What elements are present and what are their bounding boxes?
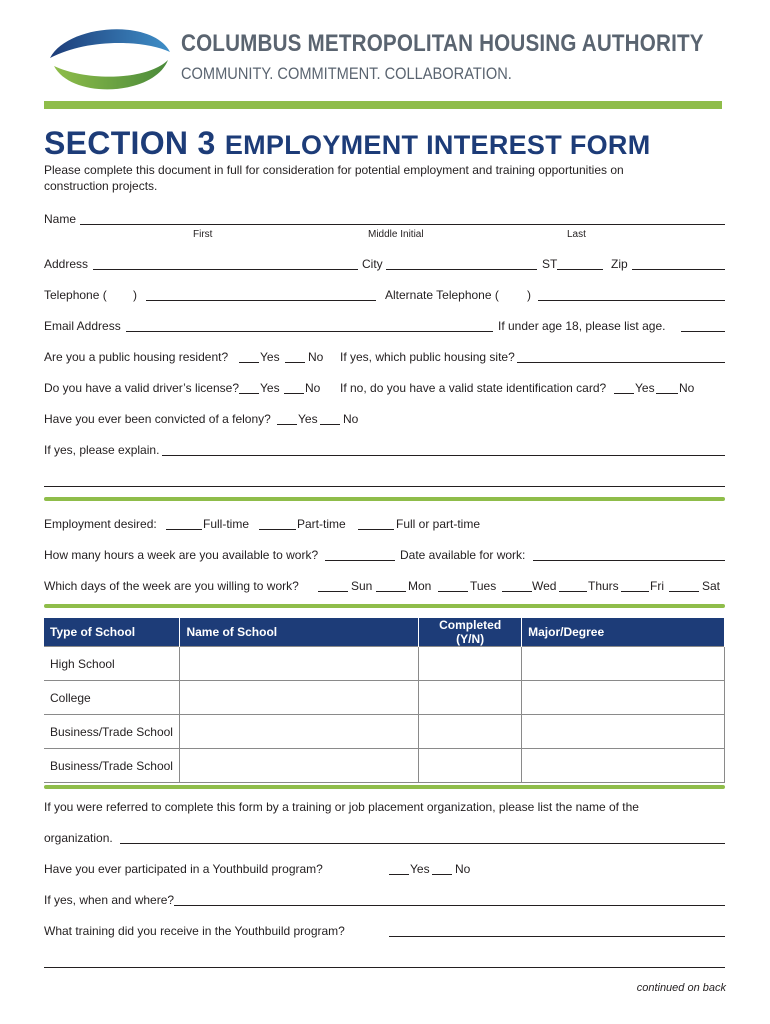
education-header-row xyxy=(44,618,725,647)
org-tagline: COMMUNITY. COMMITMENT. COLLABORATION. xyxy=(181,64,512,83)
full-time-blank[interactable] xyxy=(166,529,202,530)
explain-label: If yes, please explain. xyxy=(44,443,160,457)
telephone-field[interactable] xyxy=(146,300,376,301)
section-divider-2 xyxy=(44,604,725,608)
public-housing-site-field[interactable] xyxy=(517,362,725,363)
section-divider-3 xyxy=(44,785,725,789)
date-available-label: Date available for work: xyxy=(400,548,526,562)
completed-cell[interactable] xyxy=(419,681,522,715)
felony-no-blank[interactable] xyxy=(320,424,340,425)
name-label: Name xyxy=(44,212,77,226)
cmha-logo xyxy=(48,22,172,94)
felony-question: Have you ever been convicted of a felony? xyxy=(44,412,271,426)
days-question: Which days of the week are you willing to work? xyxy=(44,579,299,593)
date-available-field[interactable] xyxy=(533,560,725,561)
state-id-yes: Yes xyxy=(635,381,655,395)
city-label: City xyxy=(362,257,383,271)
title-form-name: EMPLOYMENT INTEREST FORM xyxy=(224,130,651,160)
explain-field-2[interactable] xyxy=(44,486,725,487)
training-field-2[interactable] xyxy=(44,967,725,968)
completed-cell[interactable] xyxy=(419,647,522,681)
referral-organization-field[interactable] xyxy=(120,843,725,844)
day-sat: Sat xyxy=(702,579,721,593)
public-housing-no-blank[interactable] xyxy=(285,362,305,363)
public-housing-site-label: If yes, which public housing site? xyxy=(340,350,515,364)
telephone-paren: ) xyxy=(133,288,137,302)
zip-label: Zip xyxy=(611,257,628,271)
education-table xyxy=(44,618,725,783)
public-housing-yes-blank[interactable] xyxy=(239,362,259,363)
middle-initial-caption: Middle Initial xyxy=(368,229,424,240)
state-id-question: If no, do you have a valid state identification card? xyxy=(340,381,607,395)
hours-field[interactable] xyxy=(325,560,395,561)
youthbuild-yes-blank[interactable] xyxy=(389,874,409,875)
drivers-license-question: Do you have a valid driver’s license? xyxy=(44,381,239,395)
day-sun: Sun xyxy=(351,579,373,593)
email-label: Email Address xyxy=(44,319,121,333)
table-row xyxy=(44,647,725,681)
alt-telephone-label: Alternate Telephone ( xyxy=(385,288,499,302)
continued-on-back-note: continued on back xyxy=(636,982,726,994)
when-where-field[interactable] xyxy=(174,905,725,906)
age-field[interactable] xyxy=(681,331,725,332)
felony-yes: Yes xyxy=(298,412,318,426)
part-time-option: Part-time xyxy=(297,517,346,531)
completed-cell[interactable] xyxy=(419,749,522,783)
major-cell[interactable] xyxy=(522,647,725,681)
license-no: No xyxy=(305,381,321,395)
state-id-no-blank[interactable] xyxy=(656,393,678,394)
city-field[interactable] xyxy=(386,269,537,270)
part-time-blank[interactable] xyxy=(259,529,296,530)
form-title xyxy=(44,125,651,162)
table-row xyxy=(44,749,725,783)
fri-blank[interactable] xyxy=(621,591,649,592)
public-housing-no: No xyxy=(308,350,324,364)
when-where-label: If yes, when and where? xyxy=(44,893,175,907)
state-field[interactable] xyxy=(557,269,603,270)
school-type-cell: Business/Trade School xyxy=(44,749,180,783)
zip-field[interactable] xyxy=(632,269,725,270)
day-thurs: Thurs xyxy=(588,579,619,593)
last-name-caption: Last xyxy=(567,229,586,240)
address-label: Address xyxy=(44,257,89,271)
section-divider-1 xyxy=(44,497,725,501)
address-field[interactable] xyxy=(93,269,358,270)
intro-text: Please complete this document in full for consideration for potential employment and training opportunities on construction projects. xyxy=(44,163,624,193)
first-name-caption: First xyxy=(193,229,213,240)
major-cell[interactable] xyxy=(522,681,725,715)
table-row xyxy=(44,715,725,749)
alt-telephone-paren: ) xyxy=(527,288,531,302)
referral-organization-label: organization. xyxy=(44,831,113,845)
email-field[interactable] xyxy=(126,331,493,332)
org-name: COLUMBUS METROPOLITAN HOUSING AUTHORITY xyxy=(181,30,704,57)
tues-blank[interactable] xyxy=(438,591,468,592)
header-completed: Completed (Y/N) xyxy=(419,618,522,647)
mon-blank[interactable] xyxy=(376,591,406,592)
cmha-eye-logo-icon xyxy=(48,22,172,94)
header-divider xyxy=(44,101,722,109)
youthbuild-yes: Yes xyxy=(410,862,430,876)
completed-cell[interactable] xyxy=(419,715,522,749)
license-yes-blank[interactable] xyxy=(239,393,259,394)
state-label: ST xyxy=(542,257,558,271)
public-housing-question: Are you a public housing resident? xyxy=(44,350,229,364)
school-type-cell: High School xyxy=(44,647,180,681)
state-id-yes-blank[interactable] xyxy=(614,393,634,394)
sun-blank[interactable] xyxy=(318,591,348,592)
school-type-cell: College xyxy=(44,681,180,715)
thurs-blank[interactable] xyxy=(559,591,587,592)
day-mon: Mon xyxy=(408,579,432,593)
full-or-part-blank[interactable] xyxy=(358,529,394,530)
license-no-blank[interactable] xyxy=(284,393,304,394)
public-housing-yes: Yes xyxy=(260,350,280,364)
header-major-degree: Major/Degree xyxy=(522,618,725,647)
day-tues: Tues xyxy=(470,579,497,593)
hours-question: How many hours a week are you available to work? xyxy=(44,548,319,562)
header-name-of-school: Name of School xyxy=(180,618,419,647)
day-wed: Wed xyxy=(532,579,557,593)
major-cell[interactable] xyxy=(522,749,725,783)
school-name-cell[interactable] xyxy=(180,715,419,749)
under-18-label: If under age 18, please list age. xyxy=(498,319,666,333)
header-type-of-school: Type of School xyxy=(44,618,180,647)
explain-field-1[interactable] xyxy=(162,455,725,456)
day-fri: Fri xyxy=(650,579,664,593)
license-yes: Yes xyxy=(260,381,280,395)
youthbuild-question: Have you ever participated in a Youthbuild program? xyxy=(44,862,323,876)
school-name-cell[interactable] xyxy=(180,681,419,715)
sat-blank[interactable] xyxy=(669,591,699,592)
state-id-no: No xyxy=(679,381,695,395)
table-row xyxy=(44,681,725,715)
alt-telephone-field[interactable] xyxy=(538,300,725,301)
referral-question: If you were referred to complete this form by a training or job placement organization, please list the name of the xyxy=(44,800,639,814)
major-cell[interactable] xyxy=(522,715,725,749)
felony-no: No xyxy=(343,412,359,426)
title-section: SECTION 3 xyxy=(44,125,225,161)
felony-yes-blank[interactable] xyxy=(277,424,297,425)
training-question: What training did you receive in the Youthbuild program? xyxy=(44,924,345,938)
wed-blank[interactable] xyxy=(502,591,532,592)
training-field-1[interactable] xyxy=(389,936,725,937)
school-name-cell[interactable] xyxy=(180,749,419,783)
full-or-part-option: Full or part-time xyxy=(396,517,481,531)
name-field[interactable] xyxy=(80,224,725,225)
youthbuild-no: No xyxy=(455,862,471,876)
telephone-label: Telephone ( xyxy=(44,288,107,302)
full-time-option: Full-time xyxy=(203,517,250,531)
youthbuild-no-blank[interactable] xyxy=(432,874,452,875)
employment-desired-label: Employment desired: xyxy=(44,517,157,531)
school-name-cell[interactable] xyxy=(180,647,419,681)
school-type-cell: Business/Trade School xyxy=(44,715,180,749)
